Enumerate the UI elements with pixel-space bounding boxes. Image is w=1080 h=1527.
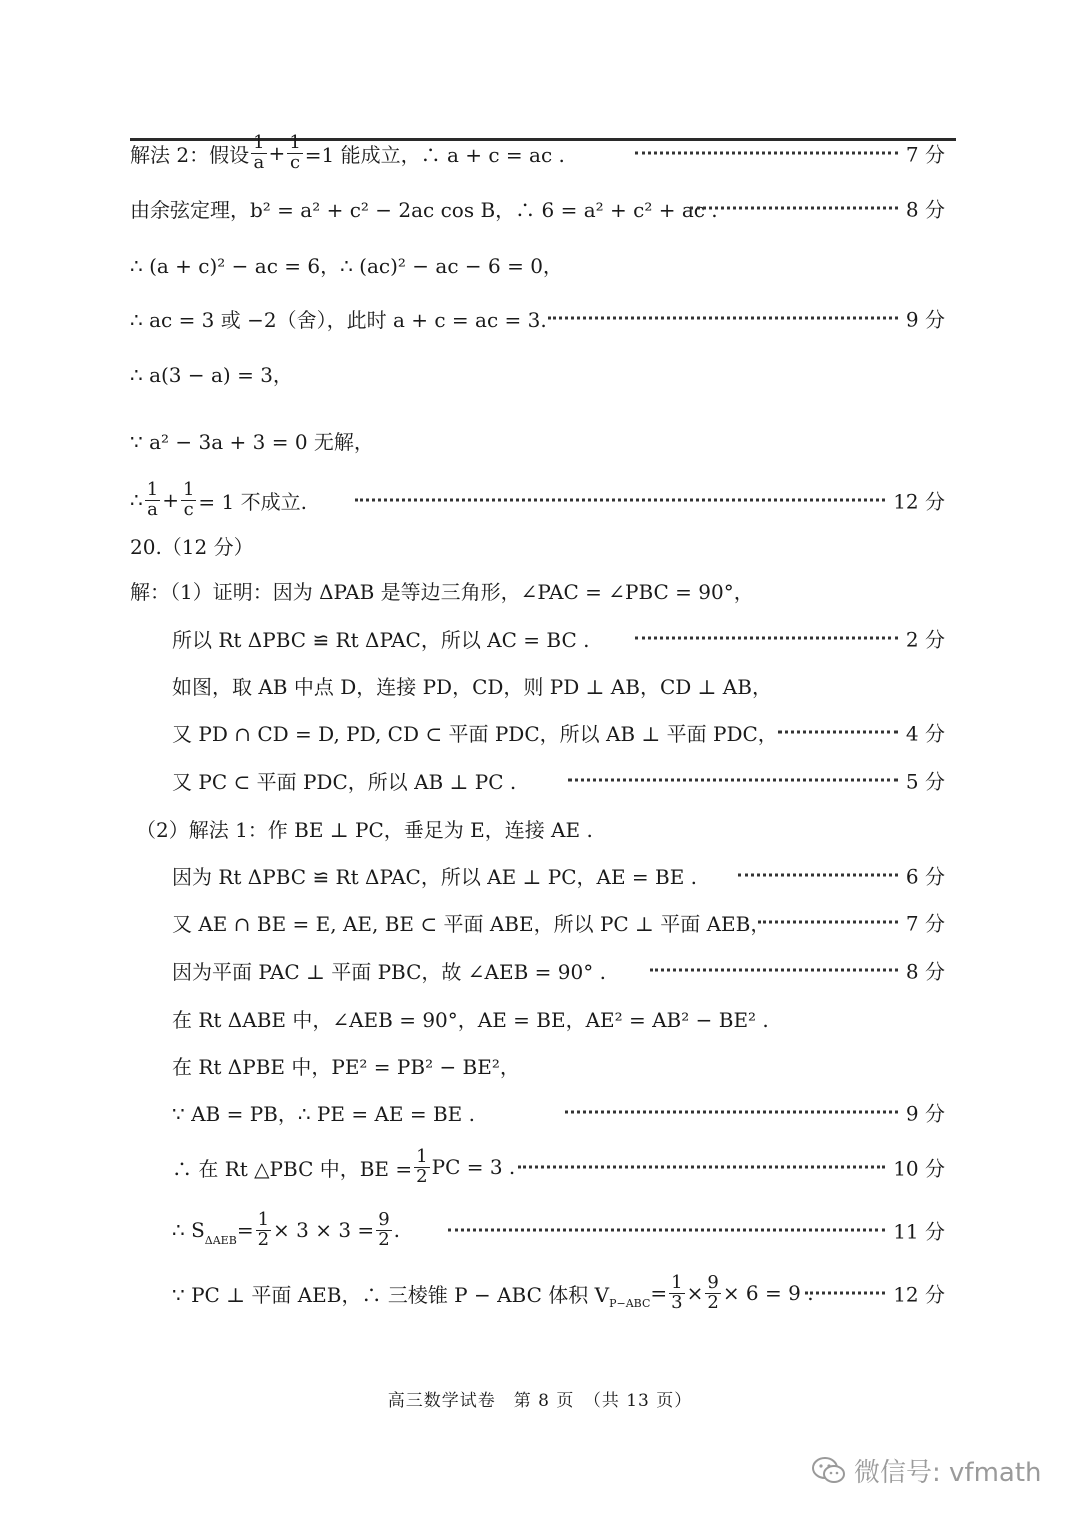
line-content: 20.（12 分） xyxy=(130,534,254,559)
dot-leader xyxy=(805,1292,885,1295)
line-content: 在 Rt ΔPBE 中，PE² = PB² − BE²， xyxy=(172,1054,520,1079)
line-content: 又 PC ⊂ 平面 PDC，所以 AB ⊥ PC . xyxy=(172,769,517,794)
line-content: ∴ ac = 3 或 −2（舍），此时 a + c = ac = 3. xyxy=(130,307,547,332)
score-leader xyxy=(738,861,945,890)
line-content: 又 AE ∩ BE = E, AE, BE ⊂ 平面 ABE，所以 PC ⊥ 平面 AEB， xyxy=(172,911,771,936)
line-text xyxy=(172,671,772,700)
dot-leader xyxy=(635,637,898,640)
line-text xyxy=(172,1271,814,1313)
score-label: 11 分 xyxy=(893,1219,945,1244)
line-suffix: . xyxy=(393,1218,400,1242)
line-prefix: ∵ PC ⊥ 平面 AEB，∴ 三棱锥 P − ABC 体积 V xyxy=(172,1282,610,1307)
line-text xyxy=(172,1004,769,1033)
score-label: 6 分 xyxy=(905,864,945,889)
line-content: 因为 Rt ΔPBC ≌ Rt ΔPAC，所以 AE ⊥ PC，AE = BE . xyxy=(172,864,698,889)
line-content: 解：（1）证明：因为 ΔPAB 是等边三角形，∠PAC = ∠PBC = 90°， xyxy=(130,579,754,604)
solution-line xyxy=(0,712,1080,752)
score-label: 9 分 xyxy=(905,1101,945,1126)
fraction-numerator: 1 xyxy=(182,478,195,500)
dot-leader xyxy=(355,499,885,502)
solution-line xyxy=(0,244,1080,284)
fraction xyxy=(669,1271,684,1313)
fraction xyxy=(705,1271,720,1313)
page-footer: 高三数学试卷 第 8 页 （共 13 页） xyxy=(387,1391,693,1411)
line-text xyxy=(172,624,589,653)
score-leader xyxy=(635,139,945,168)
fraction-denominator: 2 xyxy=(416,1165,428,1187)
line-text xyxy=(130,426,374,455)
fraction-numerator: 9 xyxy=(378,1208,390,1230)
operator: + xyxy=(162,488,179,512)
line-prefix: ∴ xyxy=(130,488,143,512)
score-leader xyxy=(568,766,945,795)
score-label: 4 分 xyxy=(905,721,945,746)
fraction-denominator: a xyxy=(147,498,158,520)
line-prefix: ∴ S xyxy=(172,1218,205,1242)
fraction-denominator: 2 xyxy=(378,1228,390,1250)
line-text xyxy=(172,956,606,985)
solution-line xyxy=(0,1092,1080,1132)
line-content: ∴ (a + c)² − ac = 6，∴ (ac)² − ac − 6 = 0， xyxy=(130,253,563,278)
solution-line xyxy=(0,808,1080,848)
solution-line xyxy=(0,902,1080,942)
solution-line xyxy=(0,998,1080,1038)
line-suffix: × xyxy=(686,1281,704,1305)
solution-line xyxy=(0,618,1080,658)
line-content: 因为平面 PAC ⊥ 平面 PBC，故 ∠AEB = 90° . xyxy=(172,959,606,984)
fraction xyxy=(181,478,196,520)
fraction xyxy=(414,1145,429,1187)
dot-leader xyxy=(635,152,898,155)
solution-line xyxy=(0,133,1080,173)
fraction xyxy=(376,1208,391,1250)
watermark xyxy=(812,1452,1042,1489)
line-content: 如图，取 AB 中点 D，连接 PD，CD，则 PD ⊥ AB，CD ⊥ AB， xyxy=(172,674,772,699)
operator: + xyxy=(268,141,286,165)
line-text xyxy=(130,131,565,173)
dot-leader xyxy=(548,317,898,320)
fraction-denominator: 2 xyxy=(707,1291,719,1313)
fraction-numerator: 1 xyxy=(671,1271,683,1293)
solution-line xyxy=(0,665,1080,705)
score-label: 2 分 xyxy=(905,627,945,652)
line-prefix: ∴ 在 Rt △PBC 中，BE = xyxy=(172,1156,413,1181)
score-label: 7 分 xyxy=(905,911,945,936)
score-leader xyxy=(548,304,945,333)
line-text xyxy=(172,1051,520,1080)
score-leader xyxy=(635,624,945,653)
line-suffix: = 1 不成立. xyxy=(198,489,307,514)
subscript: P−ABC xyxy=(609,1297,651,1311)
solution-line xyxy=(0,525,1080,565)
solution-line xyxy=(0,353,1080,393)
fraction-denominator: c xyxy=(183,498,194,520)
line-text xyxy=(172,766,516,795)
line-text xyxy=(130,576,754,605)
fraction xyxy=(256,1208,271,1250)
solution-line xyxy=(0,420,1080,460)
line-content: 由余弦定理，b² = a² + c² − 2ac cos B，∴ 6 = a² + c² + ac . xyxy=(130,197,718,222)
score-leader xyxy=(805,1279,945,1308)
wechat-icon xyxy=(812,1456,846,1486)
line-content: 又 PD ∩ CD = D, PD, CD ⊂ 平面 PDC，所以 AB ⊥ 平面 PDC， xyxy=(172,721,778,746)
fraction-denominator: c xyxy=(289,151,301,173)
line-prefix: 解法 2：假设 xyxy=(130,142,250,167)
score-leader xyxy=(355,486,945,515)
score-label: 5 分 xyxy=(905,769,945,794)
line-content: （2）解法 1：作 BE ⊥ PC，垂足为 E，连接 AE . xyxy=(136,817,593,842)
line-text xyxy=(130,250,563,279)
line-text xyxy=(172,908,770,937)
solution-line xyxy=(0,1045,1080,1085)
fraction-denominator: 2 xyxy=(257,1228,270,1250)
solution-line xyxy=(0,760,1080,800)
line-text xyxy=(130,304,547,333)
line-content: ∵ AB = PB，∴ PE = AE = BE . xyxy=(172,1101,475,1126)
line-suffix: × 3 × 3 = xyxy=(273,1218,375,1242)
line-text xyxy=(172,718,778,747)
line-text xyxy=(130,478,307,520)
solution-line xyxy=(0,1147,1080,1187)
line-suffix: PC = 3 . xyxy=(431,1155,516,1179)
dot-leader xyxy=(758,921,898,924)
fraction xyxy=(145,478,160,520)
fraction-numerator: 1 xyxy=(416,1145,428,1167)
score-label: 10 分 xyxy=(893,1156,945,1181)
fraction-numerator: 1 xyxy=(289,131,301,153)
score-leader xyxy=(778,718,945,747)
dot-leader xyxy=(568,779,898,782)
solution-line xyxy=(0,480,1080,520)
score-leader xyxy=(758,908,945,937)
dot-leader xyxy=(778,731,898,734)
score-leader xyxy=(565,1098,945,1127)
solution-line xyxy=(0,298,1080,338)
line-content: 所以 Rt ΔPBC ≌ Rt ΔPAC，所以 AC = BC . xyxy=(172,627,590,652)
line-content: ∵ a² − 3a + 3 = 0 无解， xyxy=(130,429,374,454)
score-leader xyxy=(690,194,945,223)
line-text xyxy=(130,531,254,560)
line-text xyxy=(172,1208,400,1250)
line-text xyxy=(130,359,293,388)
fraction-denominator: 3 xyxy=(671,1291,683,1313)
line-suffix: × 6 = 9 . xyxy=(722,1281,814,1305)
score-label: 8 分 xyxy=(905,197,945,222)
solution-line xyxy=(0,1210,1080,1250)
fraction-numerator: 1 xyxy=(146,478,159,500)
dot-leader xyxy=(565,1111,898,1114)
line-text xyxy=(172,861,697,890)
score-leader xyxy=(448,1216,945,1245)
score-leader xyxy=(518,1153,945,1182)
solution-line xyxy=(0,1273,1080,1313)
fraction-numerator: 9 xyxy=(707,1271,719,1293)
line-text xyxy=(130,194,718,223)
solution-line xyxy=(0,855,1080,895)
line-text xyxy=(172,1098,475,1127)
solution-line xyxy=(0,188,1080,228)
dot-leader xyxy=(738,874,898,877)
operator: = xyxy=(650,1281,668,1305)
line-text xyxy=(172,1145,516,1187)
line-text xyxy=(136,814,593,843)
score-leader xyxy=(650,956,945,985)
fraction xyxy=(251,131,266,173)
fraction-numerator: 1 xyxy=(257,1208,270,1230)
solution-line xyxy=(0,570,1080,610)
dot-leader xyxy=(690,207,898,210)
score-label: 12 分 xyxy=(893,1282,945,1307)
solution-line xyxy=(0,950,1080,990)
line-content: 在 Rt ΔABE 中，∠AEB = 90°，AE = BE，AE² = AB² − BE² . xyxy=(172,1007,769,1032)
score-label: 7 分 xyxy=(905,142,945,167)
dot-leader xyxy=(650,969,898,972)
watermark-text: 微信号: vfmath xyxy=(854,1458,1042,1488)
line-content: ∴ a(3 − a) = 3， xyxy=(130,362,293,387)
line-suffix: =1 能成立，∴ a + c = ac . xyxy=(304,142,565,167)
dot-leader xyxy=(518,1166,885,1169)
fraction-numerator: 1 xyxy=(253,131,265,153)
score-label: 8 分 xyxy=(905,959,945,984)
operator: = xyxy=(236,1218,254,1242)
score-label: 12 分 xyxy=(893,489,945,514)
score-label: 9 分 xyxy=(905,307,945,332)
fraction xyxy=(287,131,302,173)
dot-leader xyxy=(448,1229,885,1232)
fraction-denominator: a xyxy=(253,151,265,173)
subscript: ΔAEB xyxy=(204,1234,237,1248)
